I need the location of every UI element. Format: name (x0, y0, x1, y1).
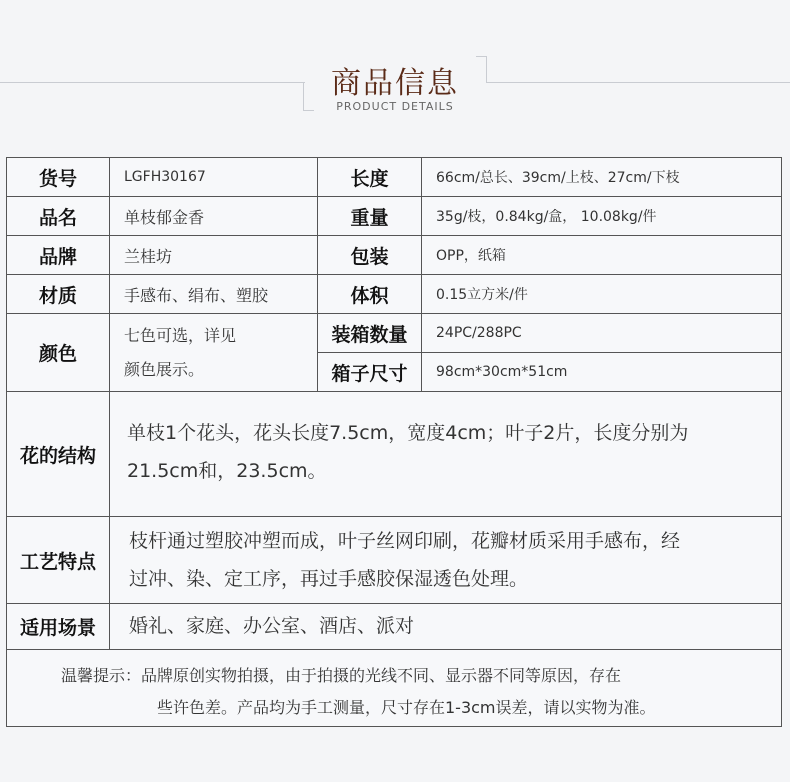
notice-line1: 温馨提示：品牌原创实物拍摄，由于拍摄的光线不同、显示器不同等原因，存在 (61, 666, 622, 685)
value-color-line2: 颜色展示。 (124, 359, 205, 379)
value-weight: 35g/枝，0.84kg/盒， 10.08kg/件 (436, 209, 657, 225)
label-use-scenes: 适用场景 (19, 617, 96, 639)
label-box-quantity: 装箱数量 (331, 323, 408, 346)
value-item-no: LGFH30167 (124, 169, 206, 185)
value-product-name: 单枝郁金香 (124, 207, 205, 227)
value-brand: 兰桂坊 (124, 246, 173, 266)
value-craft-features-line1: 枝杆通过塑胶冲塑而成，叶子丝网印刷，花瓣材质采用手感布，经 (129, 530, 681, 552)
page-subtitle: PRODUCT DETAILS (336, 100, 454, 113)
value-color (110, 314, 317, 391)
label-weight: 重量 (350, 206, 389, 229)
value-use-scenes: 婚礼、家庭、办公室、酒店、派对 (129, 615, 415, 637)
notice-line2: 些许色差。产品均为手工测量，尺寸存在1-3cm误差，请以实物为准。 (157, 698, 656, 717)
row-divider (7, 603, 781, 604)
value-flower-structure-line1: 单枝1个花头，花头长度7.5cm，宽度4cm；叶子2片，长度分别为 (127, 422, 689, 444)
label-item-no: 货号 (38, 167, 77, 190)
value-box-size: 98cm*30cm*51cm (436, 364, 568, 380)
value-material: 手感布、绢布、塑胶 (124, 285, 269, 305)
label-brand: 品牌 (38, 245, 77, 268)
label-volume: 体积 (350, 284, 389, 307)
row-divider (7, 516, 781, 517)
label-packaging: 包装 (350, 245, 389, 268)
page-title: 商品信息 (331, 66, 459, 101)
label-color: 颜色 (38, 343, 77, 365)
label-product-name: 品名 (38, 206, 77, 229)
label-box-size: 箱子尺寸 (331, 362, 408, 385)
value-box-quantity: 24PC/288PC (436, 325, 522, 341)
label-length: 长度 (350, 167, 389, 190)
value-packaging: OPP，纸箱 (436, 248, 506, 264)
label-material: 材质 (38, 284, 77, 307)
value-craft-features-line2: 过冲、染、定工序，再过手感胶保湿透色处理。 (129, 568, 529, 590)
label-flower-structure: 花的结构 (19, 444, 96, 467)
row-divider (7, 391, 781, 392)
row-divider (7, 649, 781, 650)
label-craft-features: 工艺特点 (19, 550, 96, 573)
value-flower-structure-line2: 21.5cm和，23.5cm。 (127, 460, 327, 482)
value-volume: 0.15立方米/件 (436, 287, 528, 303)
value-color-line1: 七色可选，详见 (124, 325, 237, 345)
value-length: 66cm/总长、39cm/上枝、27cm/下枝 (436, 170, 680, 186)
product-details-table (6, 157, 782, 727)
